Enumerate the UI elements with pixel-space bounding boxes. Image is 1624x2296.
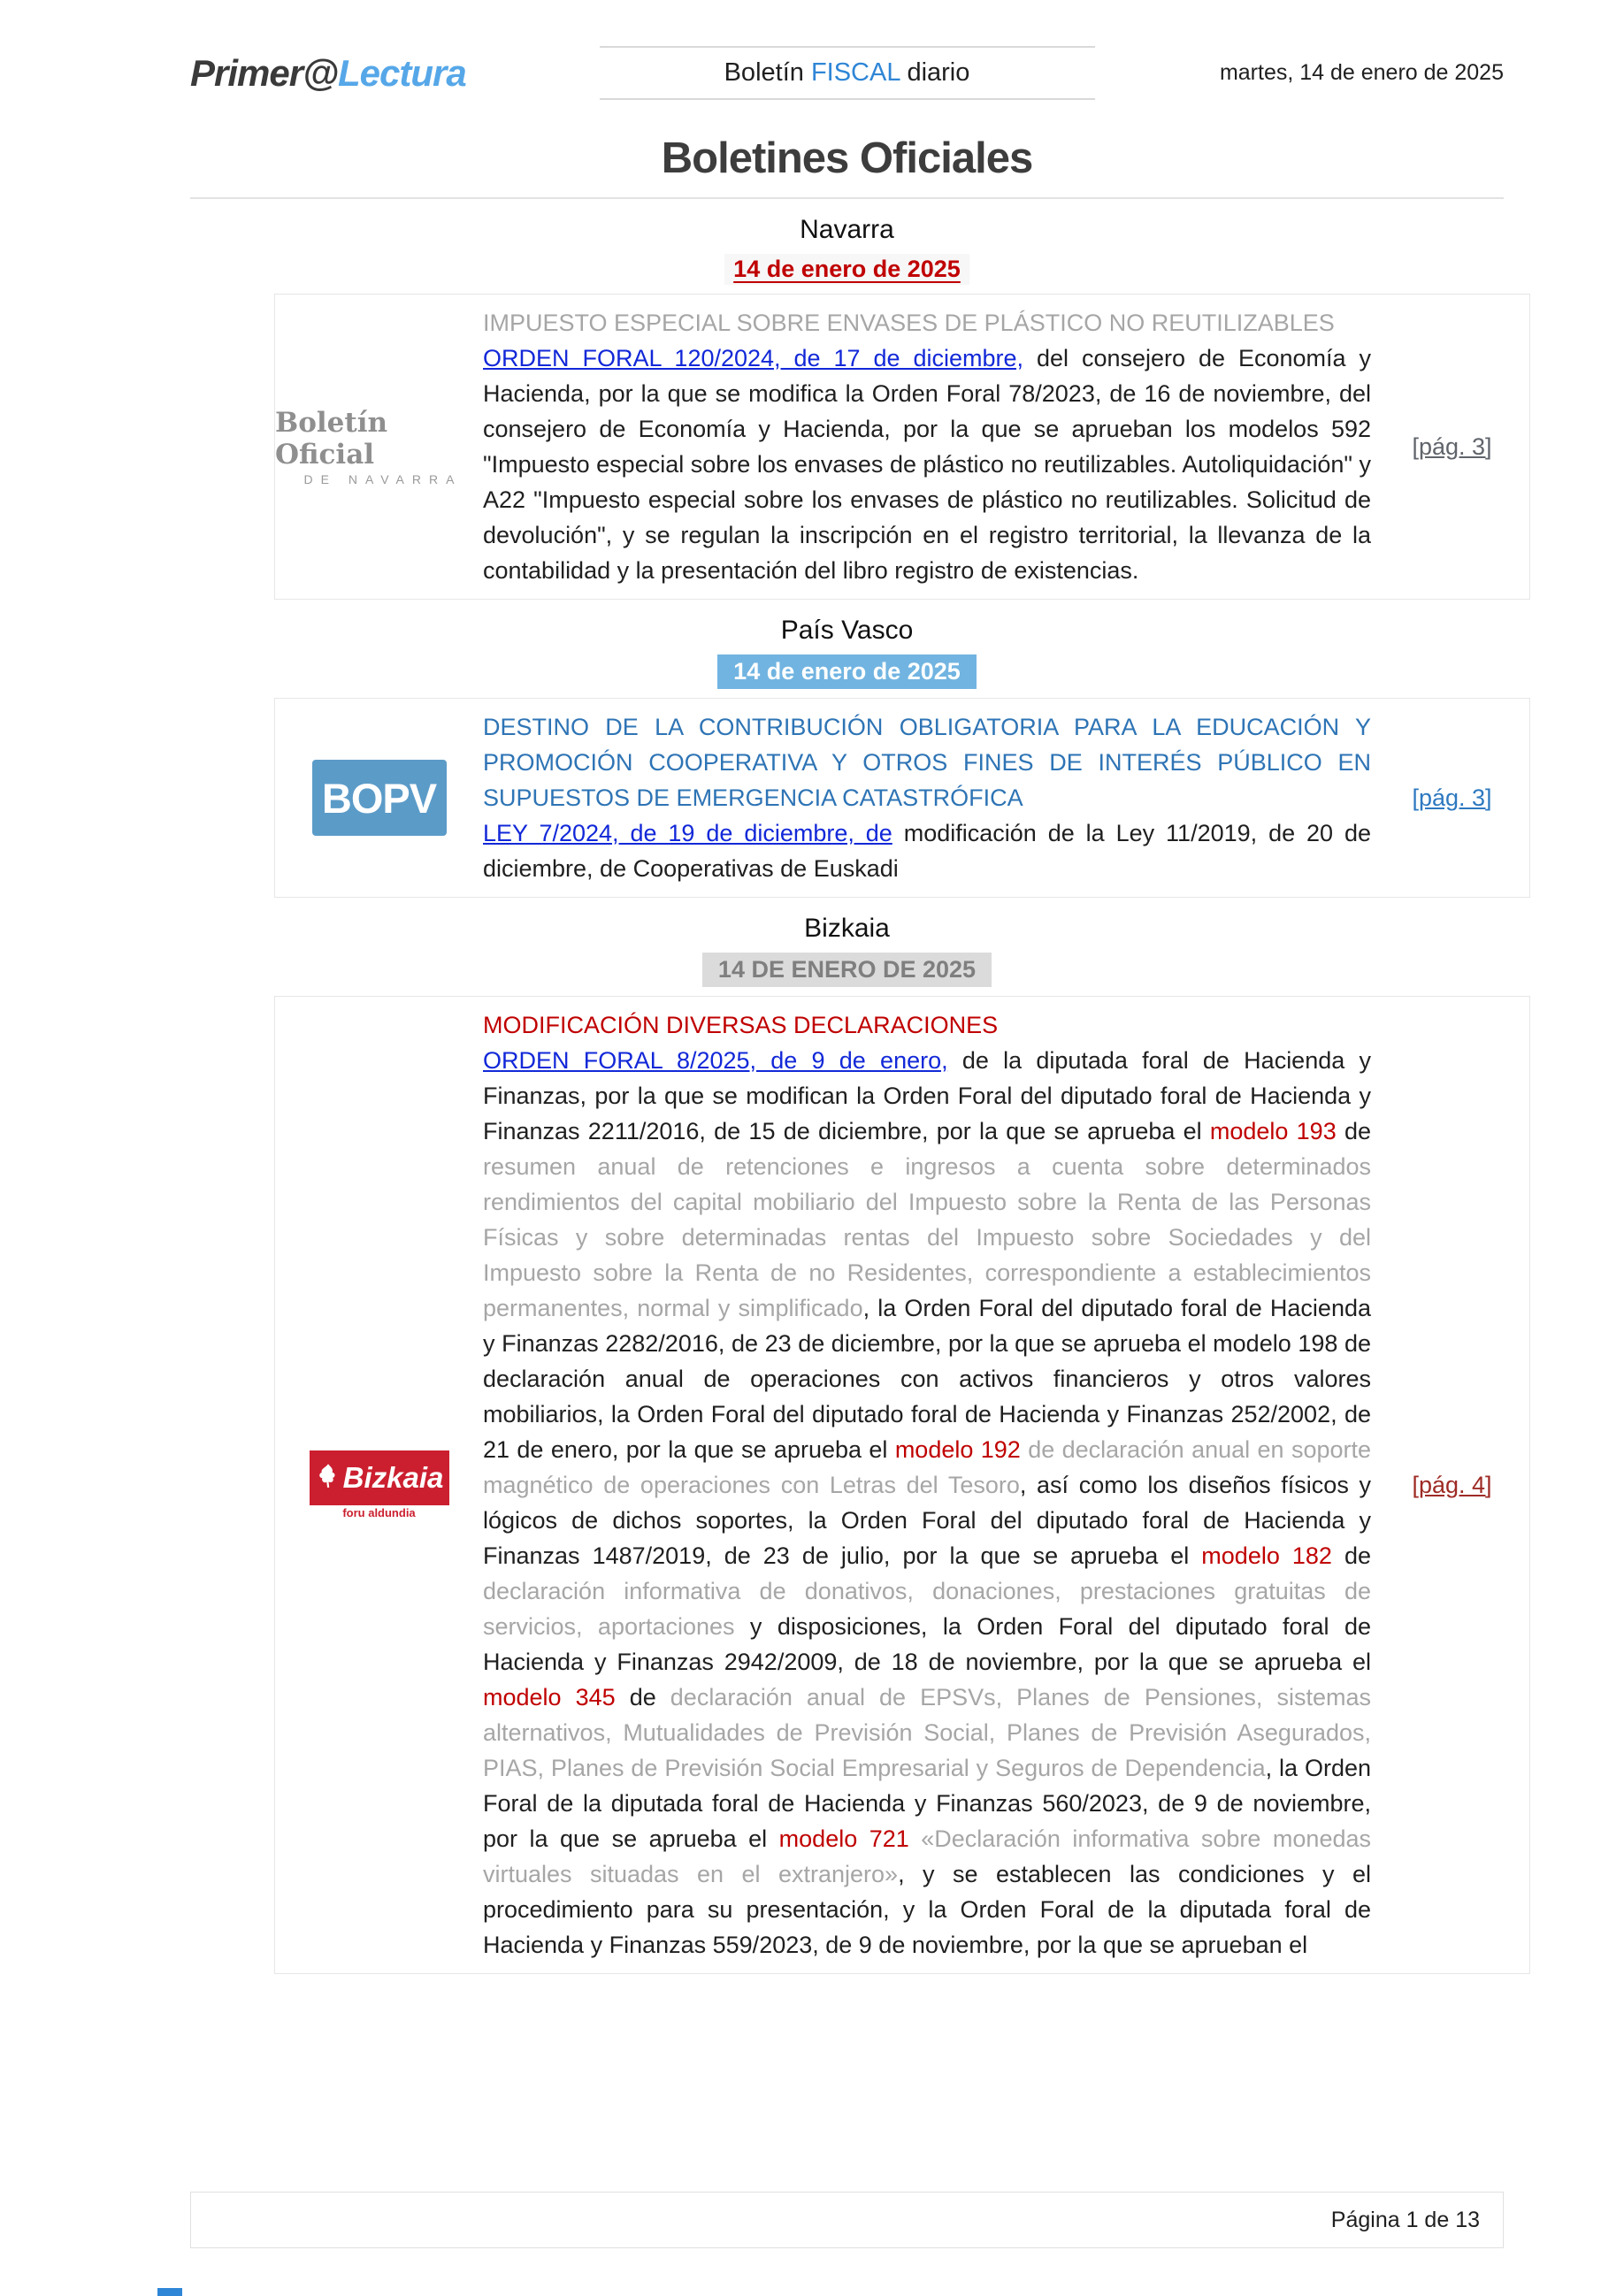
date-badge-pais-vasco: 14 de enero de 2025 (717, 654, 977, 689)
text-segment: «Declaración informativa sobre monedas virtuales situadas en el extranjero» (483, 1825, 1372, 1887)
text-segment: declaración anual de EPSVs, Planes de Pensiones, sistemas alternativos, Mutualidades de Previsión Social, Planes de Previsión Asegurados, PIAS, Planes de Previsión Social Empresarial y Seguros de Dependencia (483, 1684, 1371, 1781)
entry-row-pais-vasco (274, 698, 1530, 898)
text-segment: , así como los diseños físicos y lógicos de dichos soportes, la Orden Foral del diputado foral de Hacienda y Finanzas 1487/2019, de 23 de julio, por la que se aprueba el (483, 1472, 1371, 1569)
text-segment: modelo 193 (1209, 1118, 1337, 1144)
primeralectura-logo (190, 52, 466, 94)
text-segment: de (1331, 1542, 1371, 1569)
bopv-logo-text: BOPV (321, 774, 437, 822)
page-header (190, 0, 1504, 100)
page-ref-link[interactable]: [pág. 4] (1412, 1471, 1492, 1498)
text-segment: y disposiciones, la Orden Foral del diputado foral de Hacienda y Finanzas 2942/2009, de 18 de noviembre, por la que se aprueba el (483, 1613, 1371, 1675)
inline-link[interactable]: LEY 7/2024, de 19 de diciembre, de (483, 820, 892, 846)
page-footer (0, 2192, 1624, 2248)
text-segment: , y se establecen las condiciones y el procedimiento para su presentación, y la Orden Foral de la diputada foral de Hacienda y Finanzas 559/2023, de 9 de noviembre, por la que se aprueban el (483, 1861, 1372, 1958)
bizkaia-logo-text: Bizkaia (342, 1461, 444, 1494)
bottom-edge-mark (157, 2288, 182, 2296)
bizkaia-logo-subtext: foru aldundia (342, 1506, 416, 1519)
title-divider (190, 197, 1504, 199)
text-segment: de declaración anual en soporte magnético de operaciones con Letras del Tesoro (483, 1436, 1372, 1498)
page-title: Boletines Oficiales (661, 134, 1033, 182)
text-segment: modelo 721 (778, 1825, 909, 1852)
navarra-logo-line1: Boletín Oficial (275, 407, 388, 471)
masthead-title (600, 46, 1095, 100)
entry-row-navarra (274, 294, 1530, 600)
entry-text-pais-vasco (483, 709, 1375, 886)
header-date: martes, 14 de enero de 2025 (1219, 60, 1504, 85)
entry-text-navarra (483, 305, 1375, 588)
region-heading-bizkaia: Bizkaia (804, 914, 890, 943)
text-segment: , la Orden Foral de la diputada foral de Hacienda y Finanzas 560/2023, de 9 de noviembre, por la que se aprueba el (483, 1755, 1371, 1852)
text-segment: declaración informativa de donativos, donaciones, prestaciones gratuitas de servicios, aportaciones (483, 1578, 1371, 1640)
entry-kicker: MODIFICACIÓN DIVERSAS DECLARACIONES (483, 1012, 999, 1038)
page-ref-link[interactable]: [pág. 3] (1412, 784, 1492, 811)
text-segment: del consejero de Economía y Hacienda, por la que se modifica la Orden Foral 78/2023, de 16 de noviembre, del consejero de Economía y Hacienda, por la que se aprueban los modelos 592 "Impuesto especial sobre los envases de plástico no reutilizables. Autoliquidación" y A22 "Impuesto especial sobre los envases de plástico no reutilizables. Solicitud de devolución", y se regulan la inscripción en el registro territorial, la llevanza de la contabilidad y la presentación del libro registro de existencias. (483, 345, 1371, 584)
navarra-logo-line2: DE NAVARRA (303, 472, 463, 486)
inline-link[interactable]: ORDEN FORAL 120/2024, de 17 de diciembre, (483, 345, 1024, 371)
date-badge-bizkaia: 14 DE ENERO DE 2025 (702, 953, 992, 987)
text-segment: de (615, 1684, 670, 1711)
bizkaia-leaf-icon (315, 1463, 341, 1493)
entry-paragraph (483, 1043, 1371, 1963)
entry-paragraph (483, 341, 1371, 588)
entry-paragraph (483, 815, 1371, 886)
entry-kicker: IMPUESTO ESPECIAL SOBRE ENVASES DE PLÁSTICO NO REUTILIZABLES (483, 310, 1335, 336)
text-segment: modificación de la Ley 11/2019, de 20 de diciembre, de Cooperativas de Euskadi (483, 820, 1371, 882)
page-ref-link[interactable]: [pág. 3] (1412, 432, 1492, 460)
entry-row-bizkaia (274, 996, 1530, 1974)
date-badge-navarra: 14 de enero de 2025 (724, 254, 969, 285)
text-segment: modelo 182 (1201, 1542, 1332, 1569)
region-heading-pais-vasco: País Vasco (780, 616, 914, 645)
entry-text-bizkaia (483, 1007, 1375, 1963)
masthead-post: diario (900, 58, 970, 87)
region-heading-navarra: Navarra (800, 215, 894, 244)
text-segment: de la diputada foral de Hacienda y Finanzas, por la que se modifican la Orden Foral del diputado foral de Hacienda y Finanzas 2211/2016, de 15 de diciembre, por la que se aprueba el (483, 1047, 1371, 1144)
text-segment: modelo 345 (483, 1684, 616, 1711)
text-segment: modelo 192 (894, 1436, 1021, 1463)
brand-part-1: Primer@ (190, 51, 339, 94)
masthead-pre: Boletín (724, 58, 811, 87)
inline-link[interactable]: ORDEN FORAL 8/2025, de 9 de enero, (483, 1047, 948, 1074)
page-indicator: Página 1 de 13 (1330, 2207, 1480, 2232)
bopv-logo (275, 760, 483, 836)
text-segment: de (1336, 1118, 1371, 1144)
text-segment: resumen anual de retenciones e ingresos a cuenta sobre determinados rendimientos del capital mobiliario del Impuesto sobre la Renta de las Personas Físicas y sobre determinadas rentas del Impuesto sobre Sociedades y del Impuesto sobre la Renta de no Residentes, correspondiente a establecimientos permanentes, normal y simplificado (483, 1153, 1371, 1321)
boletin-oficial-navarra-logo (275, 407, 483, 486)
entry-kicker: DESTINO DE LA CONTRIBUCIÓN OBLIGATORIA PARA LA EDUCACIÓN Y PROMOCIÓN COOPERATIVA Y OTROS FINES DE INTERÉS PÚBLICO EN SUPUESTOS DE EMERGENCIA CATASTRÓFICA (483, 714, 1371, 811)
bizkaia-logo (275, 1450, 483, 1519)
text-segment: , la Orden Foral del diputado foral de Hacienda y Finanzas 2282/2016, de 23 de diciembre, por la que se aprueba el modelo 198 de declaración anual de operaciones con activos financieros y otros valores mobiliarios, la Orden Foral del diputado foral de Hacienda y Finanzas 252/2002, de 21 de enero, por la que se aprueba el (483, 1295, 1371, 1463)
masthead-highlight: FISCAL (810, 58, 900, 87)
brand-part-2: Lectura (338, 51, 466, 94)
